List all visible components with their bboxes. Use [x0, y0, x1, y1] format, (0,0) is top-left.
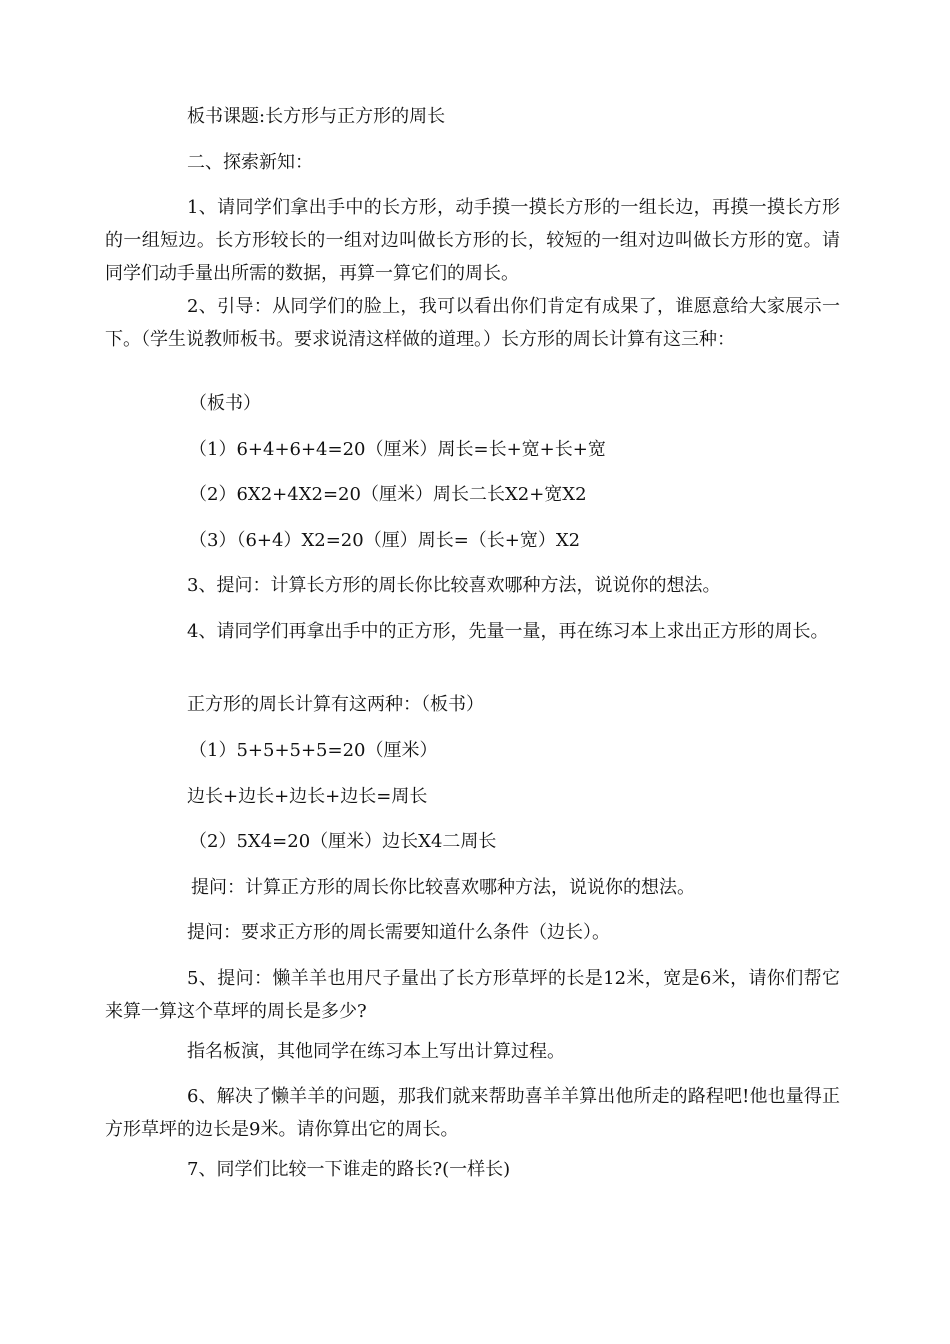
formula-square-words: 边长+边长+边长+边长=周长 — [187, 786, 428, 807]
paragraph-square-methods: 正方形的周长计算有这两种：（板书） — [187, 694, 484, 715]
formula-rectangle-2: （2）6X2+4X2=20（厘米）周长二长X2+宽X2 — [189, 484, 587, 505]
paragraph-board-note: （板书） — [189, 393, 261, 414]
paragraph-step-2: 2、引导：从同学们的脸上，我可以看出你们肯定有成果了，谁愿意给大家展示一下。（学生说教师板书。要求说清这样做的道理。）长方形的周长计算有这三种： — [105, 296, 840, 350]
lesson-title: 板书课题:长方形与正方形的周长 — [187, 106, 446, 127]
formula-rectangle-1: （1）6+4+6+4=20（厘米）周长=长+宽+长+宽 — [189, 439, 606, 460]
paragraph-step-7: 7、同学们比较一下谁走的路长?(一样长) — [187, 1159, 511, 1180]
paragraph-step-4: 4、请同学们再拿出手中的正方形，先量一量，再在练习本上求出正方形的周长。 — [187, 621, 829, 642]
formula-rectangle-3: （3）（6+4）X2=20（厘）周长=（长+宽）X2 — [189, 530, 581, 551]
paragraph-step-3: 3、提问：计算长方形的周长你比较喜欢哪种方法，说说你的想法。 — [187, 575, 721, 596]
paragraph-question-square-method: 提问：计算正方形的周长你比较喜欢哪种方法，说说你的想法。 — [191, 877, 695, 898]
paragraph-question-square-condition: 提问：要求正方形的周长需要知道什么条件（边长）。 — [187, 922, 610, 943]
formula-square-2: （2）5X4=20（厘米）边长X4二周长 — [189, 831, 497, 852]
paragraph-board-demo: 指名板演，其他同学在练习本上写出计算过程。 — [187, 1041, 565, 1062]
paragraph-step-1: 1、请同学们拿出手中的长方形，动手摸一摸长方形的一组长边，再摸一摸长方形的一组短边。长方形较长的一组对边叫做长方形的长，较短的一组对边叫做长方形的宽。请同学们动手量出所需的数据，再算一算它们的周长。 — [105, 197, 840, 284]
paragraph-step-6: 6、解决了懒羊羊的问题，那我们就来帮助喜羊羊算出他所走的路程吧!他也量得正方形草坪的边长是9米。请你算出它的周长。 — [105, 1086, 840, 1140]
formula-square-1: （1）5+5+5+5=20（厘米） — [189, 740, 438, 761]
section-heading: 二、探索新知： — [187, 152, 313, 173]
paragraph-step-5: 5、提问：懒羊羊也用尺子量出了长方形草坪的长是12米，宽是6米，请你们帮它来算一算这个草坪的周长是多少? — [105, 968, 840, 1022]
